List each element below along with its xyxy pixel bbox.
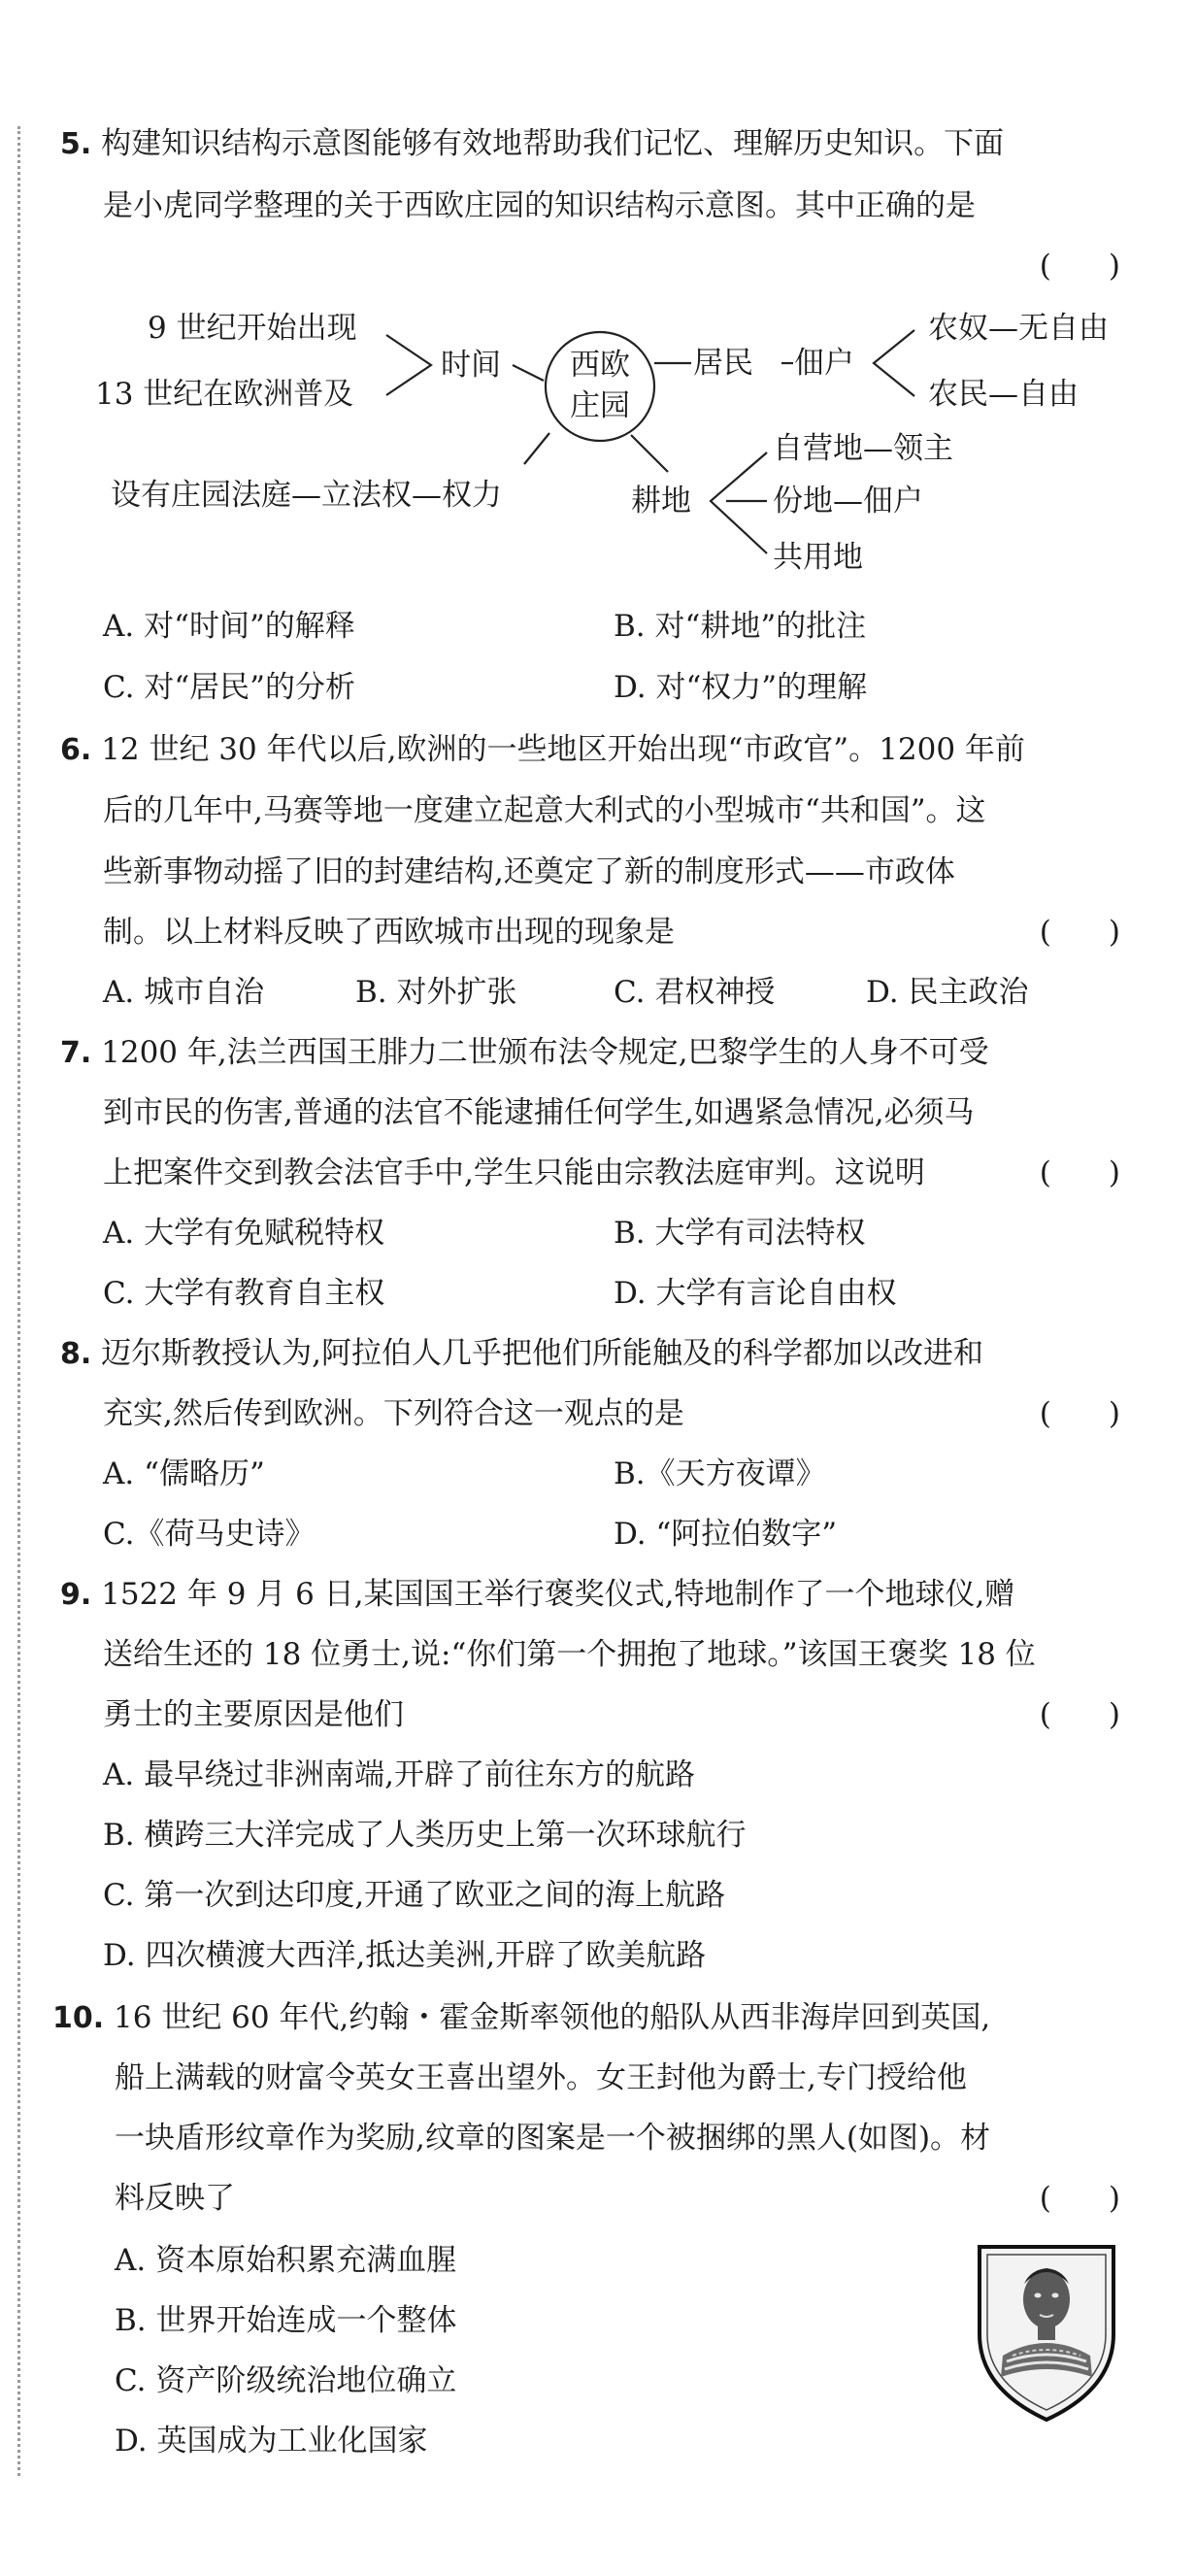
q8-option-c[interactable]: C.《荷马史诗》 — [103, 1517, 316, 1552]
q8-text1: 迈尔斯教授认为,阿拉伯人几乎把他们所能触及的科学都加以改进和 — [101, 1336, 983, 1371]
q9-answer-paren: ( ) — [1039, 1697, 1120, 1732]
q5-number: 5. — [60, 127, 92, 161]
diagram-demesne: 自营地—领主 — [773, 431, 953, 466]
coat-of-arms-shield-image — [974, 2241, 1119, 2425]
q8-option-b[interactable]: B.《天方夜谭》 — [614, 1456, 826, 1491]
q6-text1: 12 世纪 30 年代以后,欧洲的一些地区开始出现“市政官”。1200 年前 — [101, 732, 1025, 767]
line-center-farmland — [631, 435, 668, 472]
q10-option-a[interactable]: A. 资本原始积累充满血腥 — [115, 2243, 457, 2278]
q5-text1: 构建知识结构示意图能够有效地帮助我们记忆、理解历史知识。下面 — [101, 126, 1005, 161]
q10-line3: 一块盾形纹章作为奖励,纹章的图案是一个被捆绑的黑人(如图)。材 — [115, 2121, 991, 2156]
diagram-common: 共用地 — [773, 540, 863, 575]
diagram-farmland: 耕地 — [631, 484, 691, 519]
q5-option-a[interactable]: A. 对“时间”的解释 — [103, 609, 355, 644]
q9-text1: 1522 年 9 月 6 日,某国国王举行褒奖仪式,特地制作了一个地球仪,赠 — [101, 1577, 1015, 1612]
diagram-tenant: 佃户 — [794, 346, 854, 381]
q6-option-a[interactable]: A. 城市自治 — [103, 975, 265, 1010]
q7-line2: 到市民的伤害,普通的法官不能逮捕任何学生,如遇紧急情况,必须马 — [103, 1095, 975, 1130]
q7-text1: 1200 年,法兰西国王腓力二世颁布法令规定,巴黎学生的人身不可受 — [101, 1035, 989, 1070]
q6-option-c[interactable]: C. 君权神授 — [614, 975, 776, 1010]
q10-text1: 16 世纪 60 年代,约翰・霍金斯率领他的船队从西非海岸回到英国, — [114, 2000, 991, 2035]
diagram-serf: 农奴—无自由 — [928, 311, 1109, 346]
bracket-left-lines — [386, 335, 431, 395]
q7-answer-paren: ( ) — [1039, 1155, 1120, 1190]
diagram-9th-century: 9 世纪开始出现 — [148, 311, 357, 346]
q9-number: 9. — [60, 1578, 92, 1612]
q9-line3: 勇士的主要原因是他们 — [103, 1697, 404, 1732]
diagram-residents: 居民 — [693, 346, 753, 381]
bracket-tenant-lines — [874, 330, 914, 396]
q9-line1 — [60, 1575, 1014, 1615]
q5-option-d[interactable]: D. 对“权力”的理解 — [614, 670, 868, 705]
q10-number: 10. — [52, 2001, 105, 2035]
q7-option-d[interactable]: D. 大学有言论自由权 — [614, 1276, 897, 1311]
q10-option-b[interactable]: B. 世界开始连成一个整体 — [115, 2303, 457, 2338]
q9-option-b[interactable]: B. 横跨三大洋完成了人类历史上第一次环球航行 — [103, 1818, 747, 1853]
q6-option-b[interactable]: B. 对外扩张 — [355, 975, 517, 1010]
q8-line1 — [60, 1334, 983, 1374]
diagram-center-line1: 西欧 — [570, 348, 630, 383]
q8-option-d[interactable]: D. “阿拉伯数字” — [614, 1517, 838, 1552]
q7-number: 7. — [60, 1036, 92, 1070]
diagram-peasant: 农民—自由 — [928, 377, 1079, 412]
q6-line1 — [60, 730, 1025, 770]
q9-line2: 送给生还的 18 位勇士,说:“你们第一个拥抱了地球。”该国王褒奖 18 位 — [103, 1637, 1036, 1672]
q7-option-b[interactable]: B. 大学有司法特权 — [614, 1216, 866, 1251]
diagram-13th-century: 13 世纪在欧洲普及 — [95, 377, 354, 412]
q8-option-a[interactable]: A. “儒略历” — [103, 1456, 265, 1491]
line-court-center — [524, 433, 549, 464]
q10-line1 — [52, 1998, 990, 2038]
q10-option-c[interactable]: C. 资产阶级统治地位确立 — [115, 2363, 457, 2398]
diagram-share: 份地—佃户 — [773, 484, 923, 519]
bracket-farmland-lines — [711, 452, 767, 553]
diagram-court: 设有庄园法庭—立法权—权力 — [111, 478, 502, 513]
q9-option-d[interactable]: D. 四次横渡大西洋,抵达美洲,开辟了欧美航路 — [103, 1938, 707, 1973]
q9-option-c[interactable]: C. 第一次到达印度,开通了欧亚之间的海上航路 — [103, 1878, 726, 1913]
q6-line3: 些新事物动摇了旧的封建结构,还奠定了新的制度形式——市政体 — [103, 854, 955, 889]
line-time-center — [513, 365, 544, 381]
q7-option-a[interactable]: A. 大学有免赋税特权 — [103, 1216, 385, 1251]
q9-option-a[interactable]: A. 最早绕过非洲南端,开辟了前往东方的航路 — [103, 1757, 695, 1792]
q7-line1 — [60, 1033, 989, 1073]
q5-option-c[interactable]: C. 对“居民”的分析 — [103, 670, 356, 705]
q8-answer-paren: ( ) — [1039, 1396, 1120, 1431]
q10-answer-paren: ( ) — [1039, 2181, 1120, 2216]
q6-line2: 后的几年中,马赛等地一度建立起意大利式的小型城市“共和国”。这 — [103, 793, 986, 828]
q10-line4: 料反映了 — [115, 2181, 235, 2216]
q10-line2: 船上满载的财富令英女王喜出望外。女王封他为爵士,专门授给他 — [115, 2060, 967, 2095]
q6-option-d[interactable]: D. 民主政治 — [866, 975, 1029, 1010]
q8-number: 8. — [60, 1337, 92, 1371]
q5-line2: 是小虎同学整理的关于西欧庄园的知识结构示意图。其中正确的是 — [103, 188, 976, 223]
diagram-center-line2: 庄园 — [570, 388, 630, 423]
q5-option-b[interactable]: B. 对“耕地”的批注 — [614, 609, 867, 644]
q10-option-d[interactable]: D. 英国成为工业化国家 — [115, 2424, 428, 2459]
q7-option-c[interactable]: C. 大学有教育自主权 — [103, 1276, 385, 1311]
q7-line3: 上把案件交到教会法官手中,学生只能由宗教法庭审判。这说明 — [103, 1155, 925, 1190]
q5-answer-paren: ( ) — [1039, 249, 1120, 284]
diagram-time: 时间 — [441, 348, 501, 383]
q6-line4: 制。以上材料反映了西欧城市出现的现象是 — [103, 915, 675, 950]
q6-answer-paren: ( ) — [1039, 915, 1120, 950]
q6-number: 6. — [60, 733, 92, 767]
q8-line2: 充实,然后传到欧洲。下列符合这一观点的是 — [103, 1396, 684, 1431]
